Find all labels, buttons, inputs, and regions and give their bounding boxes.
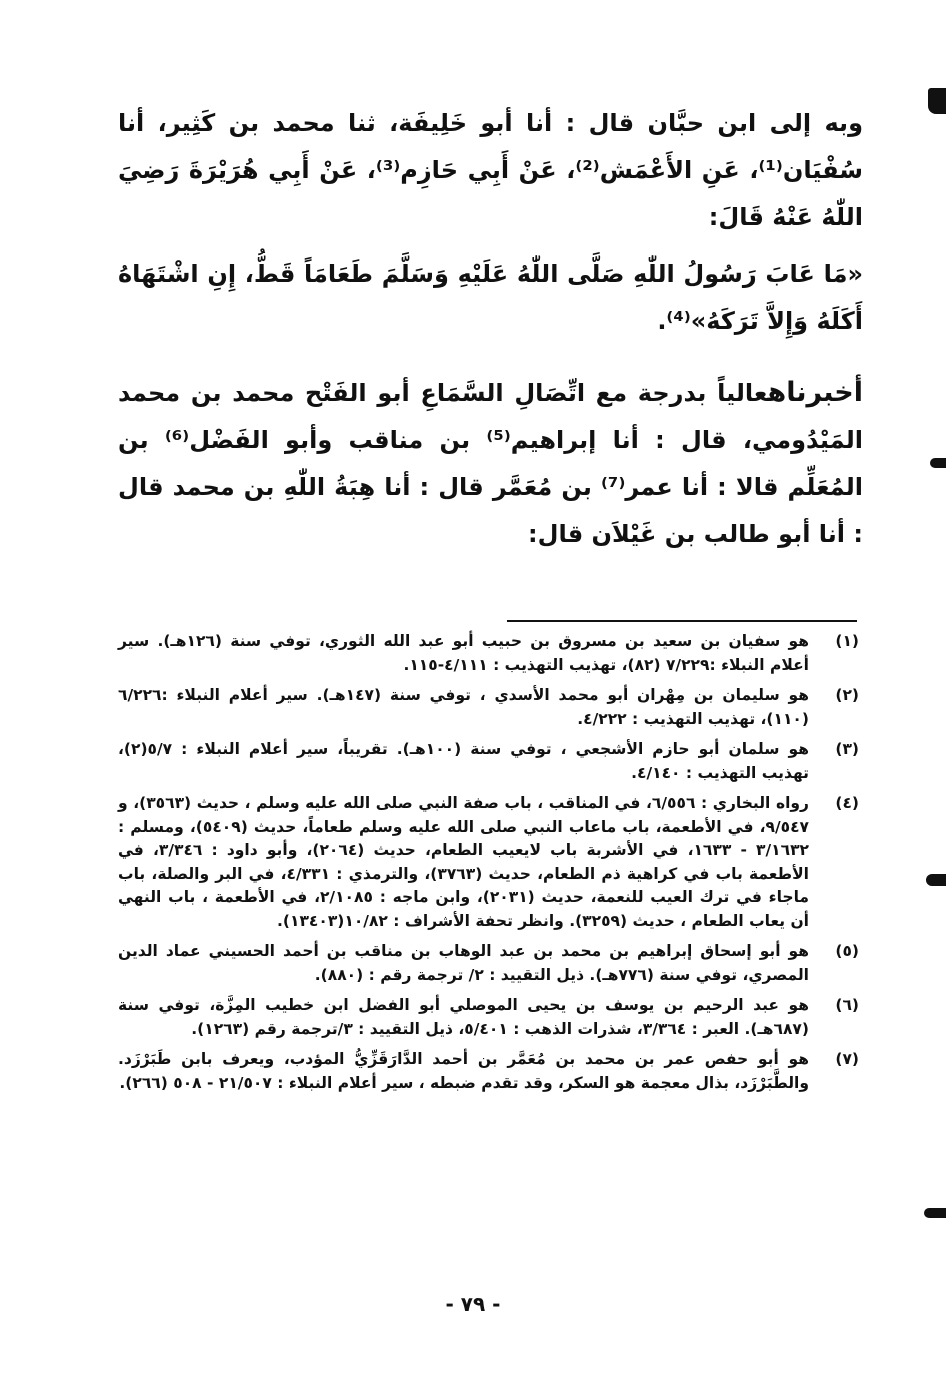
footnote-text: هو أبو حفص عمر بن محمد بن مُعَمَّر بن أحمد الدَّارَقَزِّيُّ المؤدب، ويعرف بابن طَبَرْزَد. والطَّبَرْزَد، بذال معجمة هو السكر، وقد تقدم ضبطه ، سير أعلام النبلاء : ٢١/٥٠٧ - ٥٠٨ (٢٦٦).: [118, 1050, 809, 1092]
paragraph-3-lead: أخبرناه: [767, 377, 863, 408]
footnote-number: (٧): [835, 1050, 859, 1068]
footnote-text: هو سليمان بن مِهْران أبو محمد الأسدي ، توفي سنة (١٤٧هـ). سير أعلام النبلاء :٦/٢٢٦ (١١٠)، تهذيب التهذيب : ٤/٢٢٢.: [118, 686, 809, 728]
footnote-separator: [507, 620, 857, 622]
paragraph-1-text: وبه إلى ابن حبَّان قال : أنا أبو خَلِيفَة، ثنا محمد بن كَثِير، أنا سُفْيَان⁽¹⁾، عَنِ الأَعْمَش⁽²⁾، عَنْ أَبِي حَازِم⁽³⁾، عَنْ أَبِي هُرَيْرَةَ رَضِيَ اللّٰهُ عَنْهُ قَالَ:: [118, 109, 864, 231]
paragraph-3: [118, 369, 863, 558]
footnote-number: (٤): [835, 794, 859, 812]
footnote-6: [118, 994, 863, 1041]
footnote-text: هو سلمان أبو حازم الأشجعي ، توفي سنة (١٠٠هـ). تقريباً، سير أعلام النبلاء : ٥/٧(٢)، تهذيب التهذيب : ٤/١٤٠.: [118, 740, 810, 782]
paragraph-2-text: «مَا عَابَ رَسُولُ اللّٰهِ صَلَّى اللّٰهُ عَلَيْهِ وَسَلَّمَ طَعَامَاً قَطُّ، إِنِ اشْتَهَاهُ أَكَلَهُ وَإِلاَّ تَرَكَهُ»⁽⁴⁾.: [118, 260, 863, 335]
footnote-5: [118, 940, 863, 987]
page-number: - ٧٩ -: [445, 1292, 501, 1316]
footnote-number: (١): [835, 632, 859, 650]
paragraph-1: [118, 100, 863, 241]
footnote-number: (٥): [835, 942, 859, 960]
footnote-text: هو سفيان بن سعيد بن مسروق بن حبيب أبو عبد الله الثوري، توفي سنة (١٢٦هـ). سير أعلام النبلاء :٧/٢٢٩ (٨٢)، تهذيب التهذيب : ٤/١١١-١١٥.: [118, 632, 809, 674]
scan-mark: [924, 1208, 946, 1218]
footnote-number: (٣): [835, 740, 859, 758]
footnote-text: هو عبد الرحيم بن يوسف بن يحيى الموصلي أبو الفضل ابن خطيب المِزَّة، توفي سنة (٦٨٧هـ). العبر : ٣/٣٦٤، شذرات الذهب : ٥/٤٠١، ذيل التقييد : ٣/ترجمة رقم (١٢٦٣).: [118, 996, 809, 1038]
paragraph-2: [118, 251, 863, 345]
main-text: [118, 100, 863, 558]
footnote-number: (٦): [835, 996, 859, 1014]
footnote-2: [118, 684, 863, 731]
footnote-text: هو أبو إسحاق إبراهيم بن محمد بن عبد الوهاب بن مناقب بن أحمد الحسيني عماد الدين المصري، توفي سنة (٧٧٦هـ). ذيل التقييد : ٢/ ترجمة رقم : (٨٨٠).: [118, 942, 809, 984]
footnote-4: [118, 792, 863, 933]
footnote-1: [118, 630, 863, 677]
paragraph-3-text: عالياً بدرجة مع اتِّصَالِ السَّمَاعِ أبو الفَتْح محمد بن محمد المَيْدُومي، قال : أنا إبراهيم⁽⁵⁾ بن مناقب وأبو الفَضْل⁽⁶⁾ بن المُعَلِّم قالا : أنا عمر⁽⁷⁾ بن مُعَمَّر قال : أنا هِبَةُ اللّٰهِ بن محمد قال : أنا أبو طالب بن غَيْلاَن قال:: [118, 379, 863, 548]
footnotes: [118, 630, 863, 1102]
footnote-text: رواه البخاري : ٦/٥٥٦، في المناقب ، باب صفة النبي صلى الله عليه وسلم ، حديث (٣٥٦٣)، و ٩/٥٤٧، في الأطعمة، باب ماعاب النبي صلى الله عليه وسلم طعاماً، حديث (٥٤٠٩)، ومسلم : ٣/١٦٣٢ - ١٦٣٣، في الأشربة باب لايعيب الطعام، حديث (٢٠٦٤)، وأبو داود : ٣/٣٤٦، في الأطعمة باب في كراهية ذم الطعام، حديث (٣٧٦٣)، والترمذي : ٤/٣٣١، في البر والصلة، باب ماجاء في ترك العيب للنعمة، حديث (٢٠٣١)، وابن ماجه : ٢/١٠٨٥، في الأطعمة ، باب النهي أن يعاب الطعام ، حديث (٣٢٥٩). وانظر تحفة الأشراف : ١٠/٨٢(١٣٤٠٣).: [118, 794, 810, 930]
scan-mark: [928, 88, 946, 114]
scan-mark: [930, 458, 946, 468]
footnote-3: [118, 738, 863, 785]
scan-mark: [926, 874, 946, 886]
footnote-number: (٢): [835, 686, 859, 704]
footnote-7: [118, 1048, 863, 1095]
